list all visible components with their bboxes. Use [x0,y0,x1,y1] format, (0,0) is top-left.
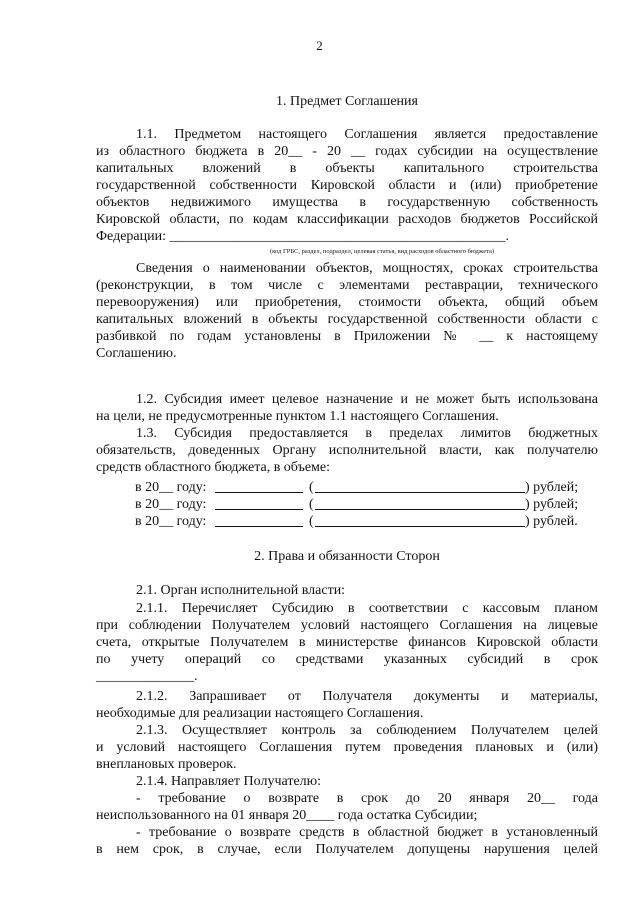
paragraph-1-1-line: Кировской области, по кодам классификации расходов бюджетов Российской [96,212,598,227]
paragraph-1-1-line: из областного бюджета в 20__ - 20 __ годах субсидии на осуществление [96,144,598,159]
paragraph-2-1-2-line: 2.1.2. Запрашивает от Получателя документы и материалы, [136,689,598,704]
page-number: 2 [316,38,323,53]
paragraph-2-1-3-line: и условий настоящего Соглашения путем проведения плановых и (или) [96,740,598,755]
objects-info-line: Сведения о наименовании объектов, мощностях, сроках строительства [136,261,598,276]
amount-words-blank [315,480,525,493]
paragraph-2-1-4: 2.1.4. Направляет Получателю: [136,774,322,789]
paragraph-2-1: 2.1. Орган исполнительной власти: [136,583,346,598]
year-amount-row [135,496,595,513]
paragraph-2-1-3-line: 2.1.3. Осуществляет контроль за соблюдением Получателем целей [136,723,598,738]
paragraph-1-2-line: на цели, не предусмотренные пунктом 1.1 настоящего Соглашения. [96,409,499,424]
refund-demand-line: неиспользованного на 01 января 20____ года остатка Субсидии; [96,808,478,823]
open-paren: ( [309,480,314,495]
amount-words-blank [315,497,525,510]
amount-blank [215,497,303,510]
paragraph-2-1-3-line: внеплановых проверок. [96,757,237,772]
objects-info-line: разбивкой по годам установлены в Приложении № __ к настоящему [96,329,598,344]
paragraph-2-1-1-line: при соблюдении Получателем условий настоящего Соглашения на лицевые [96,618,598,633]
year-amount-row [135,513,595,530]
paragraph-1-2-line: 1.2. Субсидия имеет целевое назначение и не может быть использована [136,392,598,407]
budget-code-note: (код ГРБС, раздел, подраздел, целевая статья, вид расходов областного бюджета) [270,248,495,255]
paragraph-1-1-line: 1.1. Предметом настоящего Соглашения является предоставление [136,127,598,142]
objects-info-line: перевооружения) или приобретения, стоимости объекта, общий объем [96,295,598,310]
amount-blank [215,514,303,527]
year-label: в 20__ году: [135,480,207,495]
paragraph-1-1-line: капитальных вложений в объекты капитального строительства [96,161,598,176]
year-amount-row [135,479,595,496]
year-label: в 20__ году: [135,497,207,512]
paragraph-1-1-line: государственной собственности Кировской области и (или) приобретение [96,178,598,193]
amount-words-blank [315,514,525,527]
section-1-title: 1. Предмет Соглашения [276,94,418,109]
objects-info-line: (реконструкции, в том числе с элементами реставрации, технического [96,278,598,293]
paragraph-1-3-line: обязательств, доведенных Органу исполнительной власти, как получателю [96,443,598,458]
currency-suffix: ) рублей; [525,480,579,495]
amount-blank [215,480,303,493]
paragraph-2-1-1-line: ______________. [96,669,198,684]
open-paren: ( [309,514,314,529]
paragraph-2-1-1-line: по учету операций со средствами указанных субсидий в срок [96,652,598,667]
objects-info-line: Соглашению. [96,346,177,361]
currency-suffix: ) рублей. [525,514,578,529]
violation-demand-line: в нем срок, в случае, если Получателем допущены нарушения целей [96,842,598,857]
paragraph-1-1-line: Федерации: ________________________________________________. [96,229,510,244]
paragraph-1-3-line: 1.3. Субсидия предоставляется в пределах лимитов бюджетных [136,426,598,441]
section-2-title: 2. Права и обязанности Сторон [254,549,440,564]
year-label: в 20__ году: [135,514,207,529]
paragraph-2-1-2-line: необходимые для реализации настоящего Соглашения. [96,706,424,721]
currency-suffix: ) рублей; [525,497,579,512]
paragraph-1-1-line: объектов недвижимого имущества в государственную собственность [96,195,598,210]
paragraph-2-1-1-line: 2.1.1. Перечисляет Субсидию в соответствии с кассовым планом [136,601,598,616]
paragraph-2-1-1-line: счета, открытые Получателем в министерстве финансов Кировской области [96,635,598,650]
paragraph-1-3-line: средств областного бюджета, в объеме: [96,460,331,475]
objects-info-line: капитальных вложений в объекты государственной собственности области с [96,312,598,327]
violation-demand-line: - требование о возврате средств в областной бюджет в установленный [136,825,598,840]
refund-demand-line: - требование о возврате в срок до 20 января 20__ года [136,791,598,806]
open-paren: ( [309,497,314,512]
